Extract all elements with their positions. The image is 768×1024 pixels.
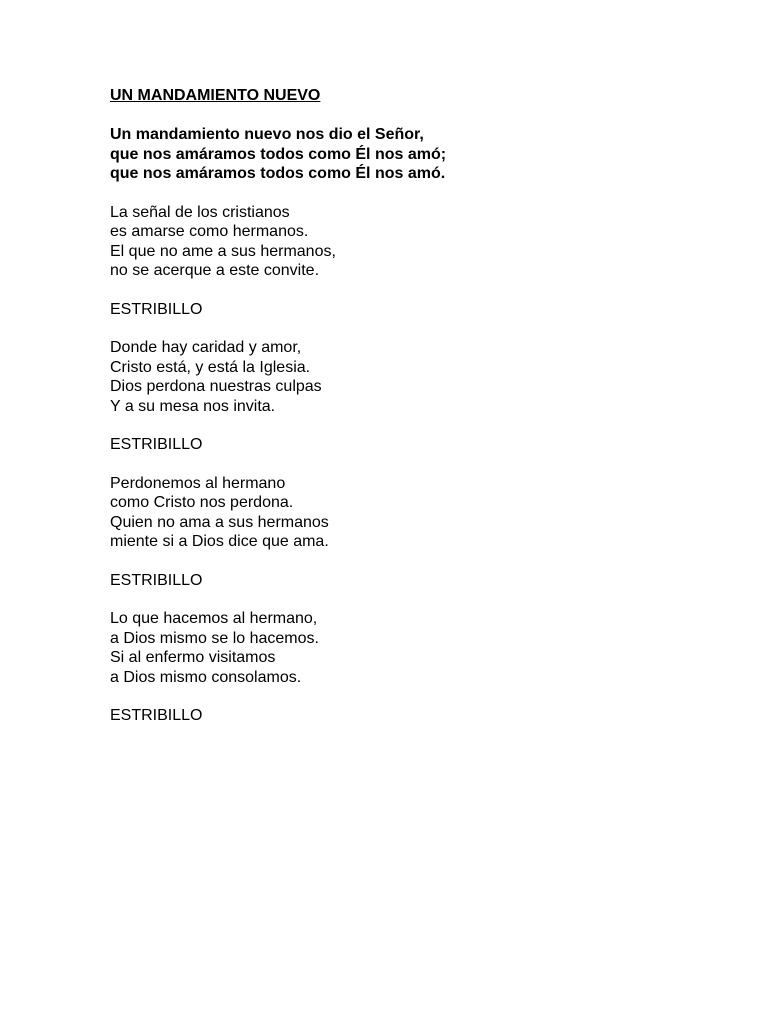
verse-line: miente si a Dios dice que ama. bbox=[110, 533, 329, 550]
verse-line: El que no ame a sus hermanos, bbox=[110, 242, 336, 260]
document-page bbox=[110, 86, 710, 745]
refrain-label: ESTRIBILLO bbox=[110, 571, 203, 589]
verse-line: a Dios mismo consolamos. bbox=[110, 668, 302, 686]
verse-1 bbox=[110, 203, 710, 281]
verse-line: Lo que hacemos al hermano, bbox=[110, 610, 318, 627]
verse-line: como Cristo nos perdona. bbox=[110, 494, 294, 511]
verse-line: a Dios mismo se lo hacemos. bbox=[110, 629, 319, 647]
verse-line: Si al enfermo visitamos bbox=[110, 649, 276, 666]
refrain-label: ESTRIBILLO bbox=[110, 300, 203, 318]
verse-line: Quien no ama a sus hermanos bbox=[110, 513, 329, 531]
verse-line: no se acerque a este convite. bbox=[110, 262, 320, 279]
song-title: UN MANDAMIENTO NUEVO bbox=[110, 87, 321, 104]
verse-line: Y a su mesa nos invita. bbox=[110, 397, 276, 415]
verse-2 bbox=[110, 338, 710, 416]
verse-3 bbox=[110, 474, 710, 552]
verse-line: Cristo está, y está la Iglesia. bbox=[110, 358, 311, 376]
verse-line: es amarse como hermanos. bbox=[110, 223, 309, 240]
verse-line: Perdonemos al hermano bbox=[110, 474, 286, 492]
refrain-label: ESTRIBILLO bbox=[110, 436, 203, 453]
refrain-label: ESTRIBILLO bbox=[110, 707, 203, 724]
verse-line: La señal de los cristianos bbox=[110, 203, 290, 221]
verse-line: Donde hay caridad y amor, bbox=[110, 339, 302, 356]
chorus-line: que nos amáramos todos como Él nos amó. bbox=[110, 165, 446, 182]
verse-4 bbox=[110, 609, 710, 687]
verse-line: Dios perdona nuestras culpas bbox=[110, 378, 322, 395]
chorus-line: que nos amáramos todos como Él nos amó; bbox=[110, 145, 447, 163]
chorus-line: Un mandamiento nuevo nos dio el Señor, bbox=[110, 126, 424, 143]
chorus bbox=[110, 125, 710, 184]
